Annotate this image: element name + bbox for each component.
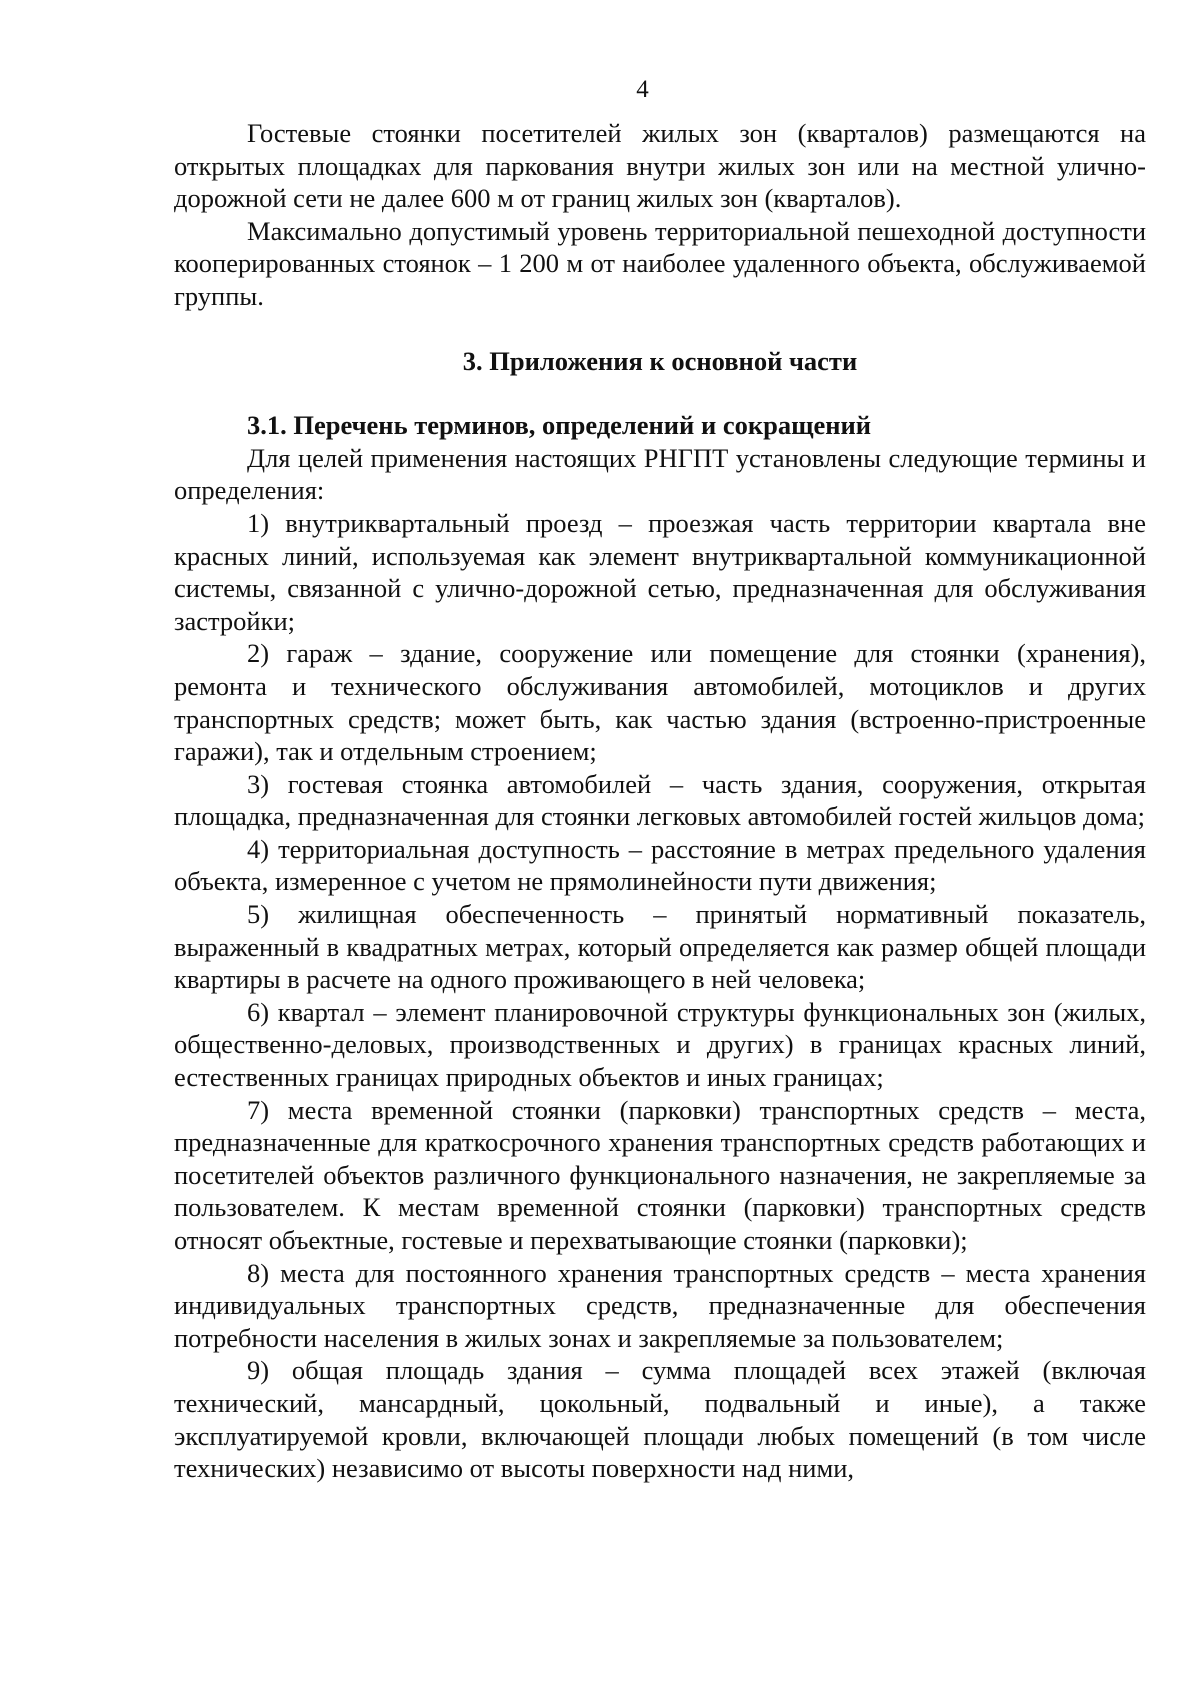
subsection-title: 3.1. Перечень терминов, определений и сокращений (247, 410, 872, 441)
definition-item: 4) территориальная доступность – расстояние в метрах предельного удаления объекта, измеренное с учетом не прямолинейности пути движения; (174, 833, 1146, 897)
definition-item: 1) внутриквартальный проезд – проезжая часть территории квартала вне красных линий, используемая как элемент внутриквартальной коммуникационной системы, связанной с улично-дорожной сетью, предназначенная для обслуживания застройки; (174, 507, 1146, 636)
definition-item: 2) гараж – здание, сооружение или помещение для стоянки (хранения), ремонта и технического обслуживания автомобилей, мотоциклов и других транспортных средств; может быть, как частью здания (встроенно-пристроенные гаражи), так и отдельным строением; (174, 638, 1146, 767)
definition-item: 7) места временной стоянки (парковки) транспортных средств – места, предназначенные для краткосрочного хранения транспортных средств работающих и посетителей объектов различного функционального назначения, не закрепляемые за пользователем. К местам временной стоянки (парковки) транспортных средств относят объектные, гостевые и перехватывающие стоянки (парковки); (174, 1094, 1146, 1255)
definitions-lead: Для целей применения настоящих РНГПТ установлены следующие термины и определения: (174, 442, 1146, 506)
page-number: 4 (636, 76, 649, 103)
intro-paragraph-guest-parking: Гостевые стоянки посетителей жилых зон (кварталов) размещаются на открытых площадках для паркования внутри жилых зон или на местной улично-дорожной сети не далее 600 м от границ жилых зон (кварталов). (174, 118, 1146, 214)
definition-item: 8) места для постоянного хранения транспортных средств – места хранения индивидуальных транспортных средств, предназначенные для обеспечения потребности населения в жилых зонах и закрепляемые за пользователем; (174, 1257, 1146, 1353)
definition-item: 6) квартал – элемент планировочной структуры функциональных зон (жилых, общественно-деловых, производственных и других) в границах красных линий, естественных границах природных объектов и иных границах; (174, 996, 1146, 1093)
document-body (174, 117, 1146, 1485)
section-title: 3. Приложения к основной части (462, 345, 858, 376)
definition-item: 5) жилищная обеспеченность – принятый нормативный показатель, выраженный в квадратных метрах, который определяется как размер общей площади квартиры в расчете на одного проживающего в ней человека; (174, 899, 1146, 995)
definition-item: 3) гостевая стоянка автомобилей – часть здания, сооружения, открытая площадка, предназначенная для стоянки легковых автомобилей гостей жильцов дома; (174, 768, 1146, 832)
intro-paragraph-accessibility: Максимально допустимый уровень территориальной пешеходной доступности кооперированных стоянок – 1 200 м от наиболее удаленного объекта, обслуживаемой группы. (174, 215, 1146, 311)
definition-item: 9) общая площадь здания – сумма площадей всех этажей (включая технический, мансардный, цокольный, подвальный и иные), а также эксплуатируемой кровли, включающей площади любых помещений (в том числе технических) независимо от высоты поверхности над ними, (174, 1355, 1146, 1484)
